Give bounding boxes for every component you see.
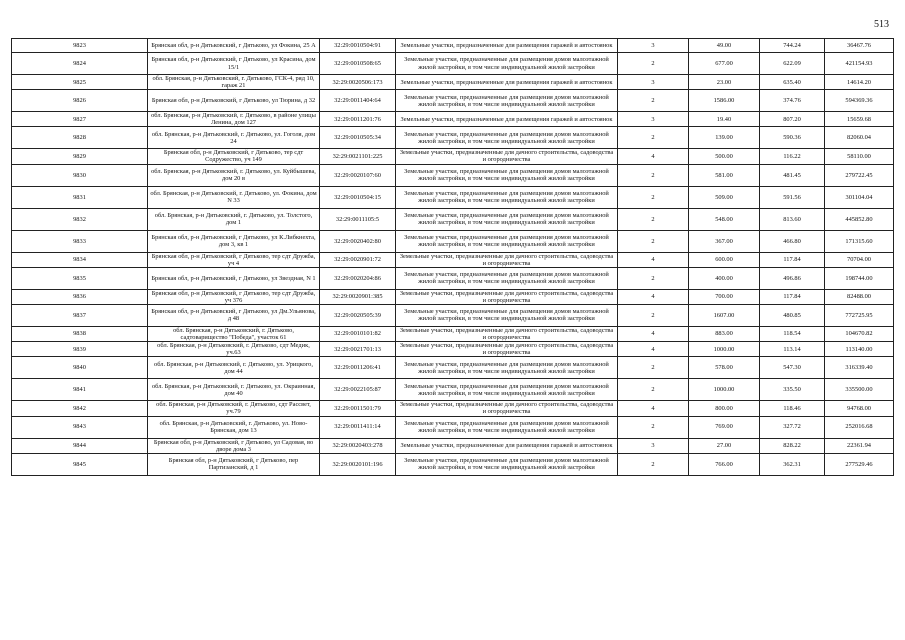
permitted-use-cell: Земельные участки, предназначенные для размещения домов малоэтажной жилой застройки, в том числе индивидуальной жилой застройки <box>396 453 618 475</box>
table-row <box>12 267 894 289</box>
use-group-cell: 2 <box>618 453 689 475</box>
address-cell: обл. Брянская, р-н Дятьковский, г. Дятьково, ул. Ново-Брянская, дом 13 <box>148 416 320 438</box>
row-number: 9834 <box>12 252 148 267</box>
row-number: 9843 <box>12 416 148 438</box>
permitted-use-cell: Земельные участки, предназначенные для размещения гаражей и автостоянок <box>396 75 618 90</box>
row-number: 9844 <box>12 438 148 453</box>
cadastral-value-cell: 171315.60 <box>825 230 894 252</box>
area-cell: 49.00 <box>689 39 760 53</box>
address-cell: обл. Брянская, р-н Дятьковский, г. Дятьково, ул. Урицкого, дом 44 <box>148 357 320 379</box>
specific-value-cell: 480.85 <box>760 304 825 326</box>
area-cell: 677.00 <box>689 53 760 75</box>
row-number: 9830 <box>12 164 148 186</box>
use-group-cell: 2 <box>618 304 689 326</box>
area-cell: 700.00 <box>689 289 760 304</box>
address-cell: обл. Брянская, р-н Дятьковский, г. Дятьково, садтоварищество "Победа", участок 61 <box>148 326 320 341</box>
cadastral-number-cell: 32:29:0021101:225 <box>320 149 396 164</box>
specific-value-cell: 481.45 <box>760 164 825 186</box>
cadastral-number-cell: 32:29:0020403:278 <box>320 438 396 453</box>
address-cell: обл. Брянская, р-н Дятьковский, г. Дятьково, в районе улицы Ленина, дом 127 <box>148 112 320 127</box>
cadastral-value-cell: 82060.04 <box>825 127 894 149</box>
table-row <box>12 379 894 401</box>
cadastral-value-cell: 198744.00 <box>825 267 894 289</box>
permitted-use-cell: Земельные участки, предназначенные для размещения домов малоэтажной жилой застройки, в том числе индивидуальной жилой застройки <box>396 416 618 438</box>
row-number: 9837 <box>12 304 148 326</box>
page-number: 513 <box>874 19 889 30</box>
table-row <box>12 127 894 149</box>
cadastral-number-cell: 32:29:0020204:86 <box>320 267 396 289</box>
row-number: 9827 <box>12 112 148 127</box>
area-cell: 548.00 <box>689 208 760 230</box>
table-row <box>12 289 894 304</box>
table-row <box>12 438 894 453</box>
cadastral-value-cell: 36467.76 <box>825 39 894 53</box>
cadastral-number-cell: 32:29:0020506:173 <box>320 75 396 90</box>
cadastral-value-cell: 82488.00 <box>825 289 894 304</box>
table-row <box>12 186 894 208</box>
permitted-use-cell: Земельные участки, предназначенные для дачного строительства, садоводства и огородничества <box>396 252 618 267</box>
table-row <box>12 53 894 75</box>
area-cell: 500.00 <box>689 149 760 164</box>
specific-value-cell: 828.22 <box>760 438 825 453</box>
area-cell: 23.00 <box>689 75 760 90</box>
specific-value-cell: 117.84 <box>760 289 825 304</box>
use-group-cell: 3 <box>618 438 689 453</box>
row-number: 9833 <box>12 230 148 252</box>
area-cell: 19.40 <box>689 112 760 127</box>
cadastral-number-cell: 32:29:0010101:82 <box>320 326 396 341</box>
use-group-cell: 2 <box>618 127 689 149</box>
specific-value-cell: 113.14 <box>760 342 825 357</box>
use-group-cell: 2 <box>618 267 689 289</box>
row-number: 9841 <box>12 379 148 401</box>
permitted-use-cell: Земельные участки, предназначенные для размещения гаражей и автостоянок <box>396 438 618 453</box>
permitted-use-cell: Земельные участки, предназначенные для размещения домов малоэтажной жилой застройки, в том числе индивидуальной жилой застройки <box>396 208 618 230</box>
address-cell: обл. Брянская, р-н Дятьковский, г. Дятьково, ул. Куйбышева, дом 20 в <box>148 164 320 186</box>
cadastral-number-cell: 32:29:0020402:80 <box>320 230 396 252</box>
specific-value-cell: 547.30 <box>760 357 825 379</box>
cadastral-number-cell: 32:29:0022105:87 <box>320 379 396 401</box>
address-cell: Брянская обл, р-н Дятьковский, г Дятьково, ул Звездная, N 1 <box>148 267 320 289</box>
row-number: 9835 <box>12 267 148 289</box>
table-row <box>12 304 894 326</box>
permitted-use-cell: Земельные участки, предназначенные для размещения домов малоэтажной жилой застройки, в том числе индивидуальной жилой застройки <box>396 230 618 252</box>
use-group-cell: 3 <box>618 39 689 53</box>
cadastral-number-cell: 32:29:0020505:39 <box>320 304 396 326</box>
table-row <box>12 208 894 230</box>
cadastral-number-cell: 32:29:0011105:5 <box>320 208 396 230</box>
use-group-cell: 2 <box>618 208 689 230</box>
specific-value-cell: 327.72 <box>760 416 825 438</box>
area-cell: 581.00 <box>689 164 760 186</box>
cadastral-number-cell: 32:29:0011501:79 <box>320 401 396 416</box>
row-number: 9825 <box>12 75 148 90</box>
specific-value-cell: 118.46 <box>760 401 825 416</box>
area-cell: 367.00 <box>689 230 760 252</box>
permitted-use-cell: Земельные участки, предназначенные для размещения домов малоэтажной жилой застройки, в том числе индивидуальной жилой застройки <box>396 357 618 379</box>
row-number: 9828 <box>12 127 148 149</box>
cadastral-value-cell: 335500.00 <box>825 379 894 401</box>
table-row <box>12 401 894 416</box>
cadastral-number-cell: 32:29:0010504:15 <box>320 186 396 208</box>
cadastral-value-cell: 594369.36 <box>825 90 894 112</box>
table-row <box>12 39 894 53</box>
cadastral-number-cell: 32:29:0020901:385 <box>320 289 396 304</box>
cadastral-number-cell: 32:29:0011201:76 <box>320 112 396 127</box>
cadastral-value-cell: 445852.80 <box>825 208 894 230</box>
table-row <box>12 342 894 357</box>
specific-value-cell: 374.76 <box>760 90 825 112</box>
row-number: 9845 <box>12 453 148 475</box>
cadastral-number-cell: 32:29:0020101:196 <box>320 453 396 475</box>
address-cell: Брянская обл, р-н Дятьковский, г Дятьково, тер сдт Дружба, уч 376 <box>148 289 320 304</box>
cadastral-value-cell: 14614.20 <box>825 75 894 90</box>
address-cell: обл. Брянская, р-н Дятьковский, г. Дятьково, ул. Окраинная, дом 40 <box>148 379 320 401</box>
cadastral-value-cell: 94768.00 <box>825 401 894 416</box>
cadastral-value-cell: 301104.04 <box>825 186 894 208</box>
cadastral-value-cell: 252016.68 <box>825 416 894 438</box>
cadastral-value-cell: 316339.40 <box>825 357 894 379</box>
use-group-cell: 2 <box>618 230 689 252</box>
cadastral-value-cell: 22361.94 <box>825 438 894 453</box>
table-row <box>12 75 894 90</box>
permitted-use-cell: Земельные участки, предназначенные для размещения домов малоэтажной жилой застройки, в том числе индивидуальной жилой застройки <box>396 90 618 112</box>
area-cell: 883.00 <box>689 326 760 341</box>
table-row <box>12 149 894 164</box>
cadastral-value-cell: 772725.95 <box>825 304 894 326</box>
area-cell: 139.00 <box>689 127 760 149</box>
specific-value-cell: 335.50 <box>760 379 825 401</box>
address-cell: Брянская обл, р-н Дятьковский, г Дятьково, тер сдт Содружество, уч 149 <box>148 149 320 164</box>
cadastral-value-cell: 58110.00 <box>825 149 894 164</box>
address-cell: Брянская обл, р-н Дятьковский, г Дятьково, ул К.Либкнехта, дом 3, кв 1 <box>148 230 320 252</box>
address-cell: Брянская обл, р-н Дятьковский, г Дятьково, ул Фокина, 25 А <box>148 39 320 53</box>
cadastral-number-cell: 32:29:0010504:91 <box>320 39 396 53</box>
area-cell: 1000.00 <box>689 342 760 357</box>
specific-value-cell: 362.31 <box>760 453 825 475</box>
use-group-cell: 2 <box>618 379 689 401</box>
table-row <box>12 453 894 475</box>
cadastral-number-cell: 32:29:0010508:65 <box>320 53 396 75</box>
table-row <box>12 112 894 127</box>
row-number: 9840 <box>12 357 148 379</box>
address-cell: обл. Брянская, р-н Дятьковский, г. Дятьково, сдт Рассвет, уч.79 <box>148 401 320 416</box>
area-cell: 1607.00 <box>689 304 760 326</box>
row-number: 9824 <box>12 53 148 75</box>
permitted-use-cell: Земельные участки, предназначенные для размещения домов малоэтажной жилой застройки, в том числе индивидуальной жилой застройки <box>396 53 618 75</box>
use-group-cell: 2 <box>618 90 689 112</box>
cadastral-number-cell: 32:29:0011206:41 <box>320 357 396 379</box>
table-row <box>12 357 894 379</box>
cadastral-number-cell: 32:29:0011404:64 <box>320 90 396 112</box>
permitted-use-cell: Земельные участки, предназначенные для размещения гаражей и автостоянок <box>396 39 618 53</box>
specific-value-cell: 622.09 <box>760 53 825 75</box>
cadastral-value-cell: 277529.46 <box>825 453 894 475</box>
area-cell: 1586.00 <box>689 90 760 112</box>
permitted-use-cell: Земельные участки, предназначенные для размещения гаражей и автостоянок <box>396 112 618 127</box>
permitted-use-cell: Земельные участки, предназначенные для дачного строительства, садоводства и огородничества <box>396 342 618 357</box>
table-row <box>12 252 894 267</box>
permitted-use-cell: Земельные участки, предназначенные для размещения домов малоэтажной жилой застройки, в том числе индивидуальной жилой застройки <box>396 304 618 326</box>
cadastral-value-cell: 104670.82 <box>825 326 894 341</box>
cadastral-number-cell: 32:29:0011411:14 <box>320 416 396 438</box>
use-group-cell: 4 <box>618 342 689 357</box>
cadastral-value-cell: 70704.00 <box>825 252 894 267</box>
address-cell: Брянская обл, р-н Дятьковский, г Дятьково, ул Красина, дом 15/1 <box>148 53 320 75</box>
table-row <box>12 416 894 438</box>
address-cell: обл. Брянская, р-н Дятьковский, г. Дятьково, ул. Фокина, дом N 33 <box>148 186 320 208</box>
address-cell: Брянская обл, р-н Дятьковский, г Дятьково, пер Партизанский, д 1 <box>148 453 320 475</box>
permitted-use-cell: Земельные участки, предназначенные для размещения домов малоэтажной жилой застройки, в том числе индивидуальной жилой застройки <box>396 186 618 208</box>
permitted-use-cell: Земельные участки, предназначенные для дачного строительства, садоводства и огородничества <box>396 289 618 304</box>
specific-value-cell: 744.24 <box>760 39 825 53</box>
area-cell: 1000.00 <box>689 379 760 401</box>
permitted-use-cell: Земельные участки, предназначенные для размещения домов малоэтажной жилой застройки, в том числе индивидуальной жилой застройки <box>396 379 618 401</box>
cadastral-number-cell: 32:29:0020901:72 <box>320 252 396 267</box>
use-group-cell: 3 <box>618 75 689 90</box>
area-cell: 800.00 <box>689 401 760 416</box>
address-cell: обл. Брянская, р-н Дятьковский, г. Дятьково, ул. Гоголя, дом 24 <box>148 127 320 149</box>
row-number: 9839 <box>12 342 148 357</box>
area-cell: 600.00 <box>689 252 760 267</box>
specific-value-cell: 496.86 <box>760 267 825 289</box>
row-number: 9838 <box>12 326 148 341</box>
permitted-use-cell: Земельные участки, предназначенные для дачного строительства, садоводства и огородничества <box>396 326 618 341</box>
specific-value-cell: 807.20 <box>760 112 825 127</box>
use-group-cell: 2 <box>618 53 689 75</box>
use-group-cell: 2 <box>618 164 689 186</box>
use-group-cell: 2 <box>618 186 689 208</box>
permitted-use-cell: Земельные участки, предназначенные для размещения домов малоэтажной жилой застройки, в том числе индивидуальной жилой застройки <box>396 267 618 289</box>
specific-value-cell: 466.80 <box>760 230 825 252</box>
cadastral-value-cell: 113140.00 <box>825 342 894 357</box>
cadastral-value-table <box>11 38 894 476</box>
cadastral-number-cell: 32:29:0021701:13 <box>320 342 396 357</box>
address-cell: обл. Брянская, р-н Дятьковский, г. Дятьково, сдт Медик, уч.63 <box>148 342 320 357</box>
permitted-use-cell: Земельные участки, предназначенные для дачного строительства, садоводства и огородничества <box>396 401 618 416</box>
use-group-cell: 4 <box>618 149 689 164</box>
table-row <box>12 230 894 252</box>
area-cell: 27.00 <box>689 438 760 453</box>
address-cell: Брянская обл, р-н Дятьковский, г Дятьково, ул Тюрина, д 32 <box>148 90 320 112</box>
row-number: 9823 <box>12 39 148 53</box>
use-group-cell: 4 <box>618 252 689 267</box>
use-group-cell: 4 <box>618 326 689 341</box>
area-cell: 578.00 <box>689 357 760 379</box>
area-cell: 400.00 <box>689 267 760 289</box>
address-cell: обл. Брянская, р-н Дятьковский, г. Дятьково, ул. Толстого, дом 1 <box>148 208 320 230</box>
permitted-use-cell: Земельные участки, предназначенные для размещения домов малоэтажной жилой застройки, в том числе индивидуальной жилой застройки <box>396 127 618 149</box>
table-row <box>12 90 894 112</box>
row-number: 9829 <box>12 149 148 164</box>
address-cell: Брянская обл, р-н Дятьковский, г Дятьково, ул Садовая, во дворе дома 3 <box>148 438 320 453</box>
specific-value-cell: 635.40 <box>760 75 825 90</box>
table-row <box>12 326 894 341</box>
cadastral-value-cell: 421154.93 <box>825 53 894 75</box>
use-group-cell: 4 <box>618 289 689 304</box>
use-group-cell: 3 <box>618 112 689 127</box>
cadastral-number-cell: 32:29:0020107:60 <box>320 164 396 186</box>
use-group-cell: 2 <box>618 416 689 438</box>
cadastral-number-cell: 32:29:0010505:34 <box>320 127 396 149</box>
specific-value-cell: 117.84 <box>760 252 825 267</box>
address-cell: Брянская обл, р-н Дятьковский, г Дятьково, тер сдт Дружба, уч 4 <box>148 252 320 267</box>
cadastral-value-cell: 279722.45 <box>825 164 894 186</box>
address-cell: обл. Брянская, р-н Дятьковский, г. Дятьково, ГСК-4, ряд 10, гараж 21 <box>148 75 320 90</box>
specific-value-cell: 590.36 <box>760 127 825 149</box>
row-number: 9842 <box>12 401 148 416</box>
area-cell: 769.00 <box>689 416 760 438</box>
area-cell: 766.00 <box>689 453 760 475</box>
cadastral-value-cell: 15659.68 <box>825 112 894 127</box>
specific-value-cell: 813.60 <box>760 208 825 230</box>
specific-value-cell: 116.22 <box>760 149 825 164</box>
row-number: 9826 <box>12 90 148 112</box>
permitted-use-cell: Земельные участки, предназначенные для дачного строительства, садоводства и огородничества <box>396 149 618 164</box>
row-number: 9836 <box>12 289 148 304</box>
row-number: 9832 <box>12 208 148 230</box>
use-group-cell: 2 <box>618 357 689 379</box>
area-cell: 509.00 <box>689 186 760 208</box>
address-cell: Брянская обл, р-н Дятьковский, г Дятьково, ул Дм.Ульянова, д 48 <box>148 304 320 326</box>
specific-value-cell: 118.54 <box>760 326 825 341</box>
permitted-use-cell: Земельные участки, предназначенные для размещения домов малоэтажной жилой застройки, в том числе индивидуальной жилой застройки <box>396 164 618 186</box>
specific-value-cell: 591.56 <box>760 186 825 208</box>
table-row <box>12 164 894 186</box>
row-number: 9831 <box>12 186 148 208</box>
use-group-cell: 4 <box>618 401 689 416</box>
